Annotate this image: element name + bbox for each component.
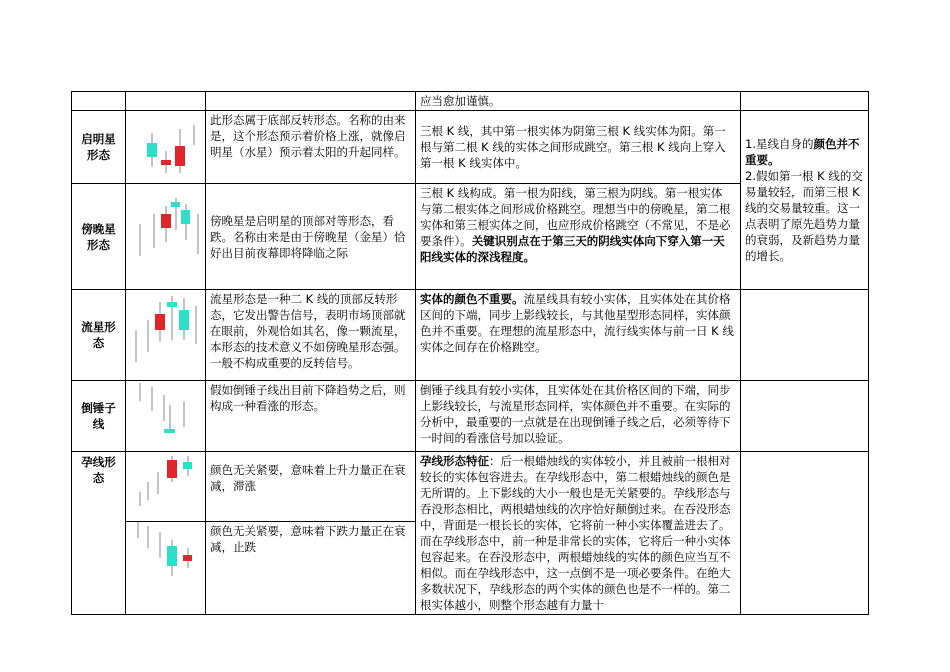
pattern-note-cell (741, 290, 869, 381)
pattern-image-cell (126, 92, 206, 111)
harami-bottom-candles (126, 522, 206, 594)
pattern-feature: 三根 K 线，其中第一根实体为阴第三根 K 线实体为阳。第一根与第二根 K 线的实体之间形成跳空。第三根 K 线向上穿入第一根 K 线实体中。 (416, 111, 741, 184)
pattern-meaning: 流星形态是一种二 K 线的顶部反转形态，它发出警告信号，表明市场顶部就在眼前，外观恰如其名，像一颗流星，本形态的技术意义不如傍晚星形态强。一般不构成重要的反转信号。 (206, 290, 416, 381)
pattern-feature: 孕线形态特征：后一根蜡烛线的实体较小，并且被前一根相对较长的实体包容进去。在孕线形态中，第二根蜡烛线的颜色是无所谓的。上下影线的大小一般也是无关紧要的。孕线形态与吞没形态相比，两根蜡烛线的次序恰好颠倒过来。在吞没形态中，背面是一根长长的实体，它将前一种小实体覆盖进去了。而在孕线形态中，前一种是非常长的实体，它将后一种小实体包容起来。在吞没形态中，两根蜡烛线的实体的颜色应当互不相似。而在孕线形态中，这一点倒不是一项必要条件。在绝大多数状况下，孕线形态的两个实体的颜色也是不一样的。第二根实体越小，则整个形态越有力量十 (416, 452, 741, 615)
harami-bottom-chart (126, 522, 206, 615)
inverted-hammer-chart (126, 381, 206, 452)
pattern-meaning: 假如倒锤子线出目前下降趋势之后，则构成一种看涨的形态。 (206, 381, 416, 452)
pattern-note-cell (741, 452, 869, 615)
pattern-meaning-cell (206, 92, 416, 111)
pattern-note: 1.星线自身的颜色并不重要。 2.假如第一根 K 线的交易量较轻，而第三根 K 线的交易量较重。这一点表明了原先趋势力量的衰弱，及新趋势力量的增长。 (741, 111, 869, 290)
pattern-feature: 倒锤子线具有较小实体，且实体处在其价格区间的下端，同步上影线较长，与流星形态同样，实体颜色并不重要。在实际的分析中，最重要的一点就是在出现倒锤子线之后，必须等待下一时间的看涨信号加以验证。 (416, 381, 741, 452)
morning-star-chart (126, 111, 206, 184)
pattern-name: 倒锤子 线 (72, 381, 126, 452)
shooting-star-chart (126, 290, 206, 381)
pattern-meaning: 颜色无关紧要，意味着上升力量正在衰减，滞涨 (206, 452, 416, 522)
evening-star-candles (126, 184, 206, 289)
table-row (72, 111, 869, 184)
pattern-feature: 三根 K 线构成。第一根为阳线，第三根为阴线。第一根实体 与第二根实体之间形成价格跳空。理想当中的傍晚星，第二根实体和第三根实体之间，也应形成价格跳空（不常见，不是必要条件）。关键识别点在于第三天的阴线实体向下穿入第一天阳线实体的深浅程度。 (416, 184, 741, 290)
pattern-note-cell (741, 92, 869, 111)
table-row (72, 381, 869, 452)
morning-star-candles (126, 111, 206, 183)
pattern-meaning: 颜色无关紧要，意味着下跌力量正在衰减，止跌 (206, 522, 416, 615)
pattern-meaning: 此形态属于底部反转形态。名称的由来是，这个形态预示着价格上涨，就像启明星（水星）预示着太阳的升起同样。 (206, 111, 416, 184)
pattern-name-cell (72, 92, 126, 111)
harami-top-chart (126, 452, 206, 522)
inverted-hammer-candles (126, 381, 206, 451)
pattern-meaning: 傍晚星是启明星的顶部对等形态，看跌。名称由来是由于傍晚星（金星）恰好出目前夜幕即将降临之际 (206, 184, 416, 290)
harami-top-candles (126, 452, 206, 506)
pattern-name: 启明星 形态 (72, 111, 126, 184)
pattern-name: 傍晚星 形态 (72, 184, 126, 290)
table-row (72, 452, 869, 522)
shooting-star-candles (126, 290, 206, 380)
table-row (72, 92, 869, 111)
pattern-note-cell (741, 381, 869, 452)
candlestick-pattern-table (71, 91, 869, 615)
table-row (72, 290, 869, 381)
pattern-feature-cell: 应当愈加谨慎。 (416, 92, 741, 111)
pattern-feature: 实体的颜色不重要。流星线具有较小实体，且实体处在其价格区间的下端，同步上影线较长，与其他星型形态同样，实体颜色并不重要。在理想的流星形态中，流行线实体与前一日 K 线实体之间存在价格跳空。 (416, 290, 741, 381)
pattern-name: 孕线形 态 (72, 452, 126, 615)
evening-star-chart (126, 184, 206, 290)
pattern-name: 流星形 态 (72, 290, 126, 381)
